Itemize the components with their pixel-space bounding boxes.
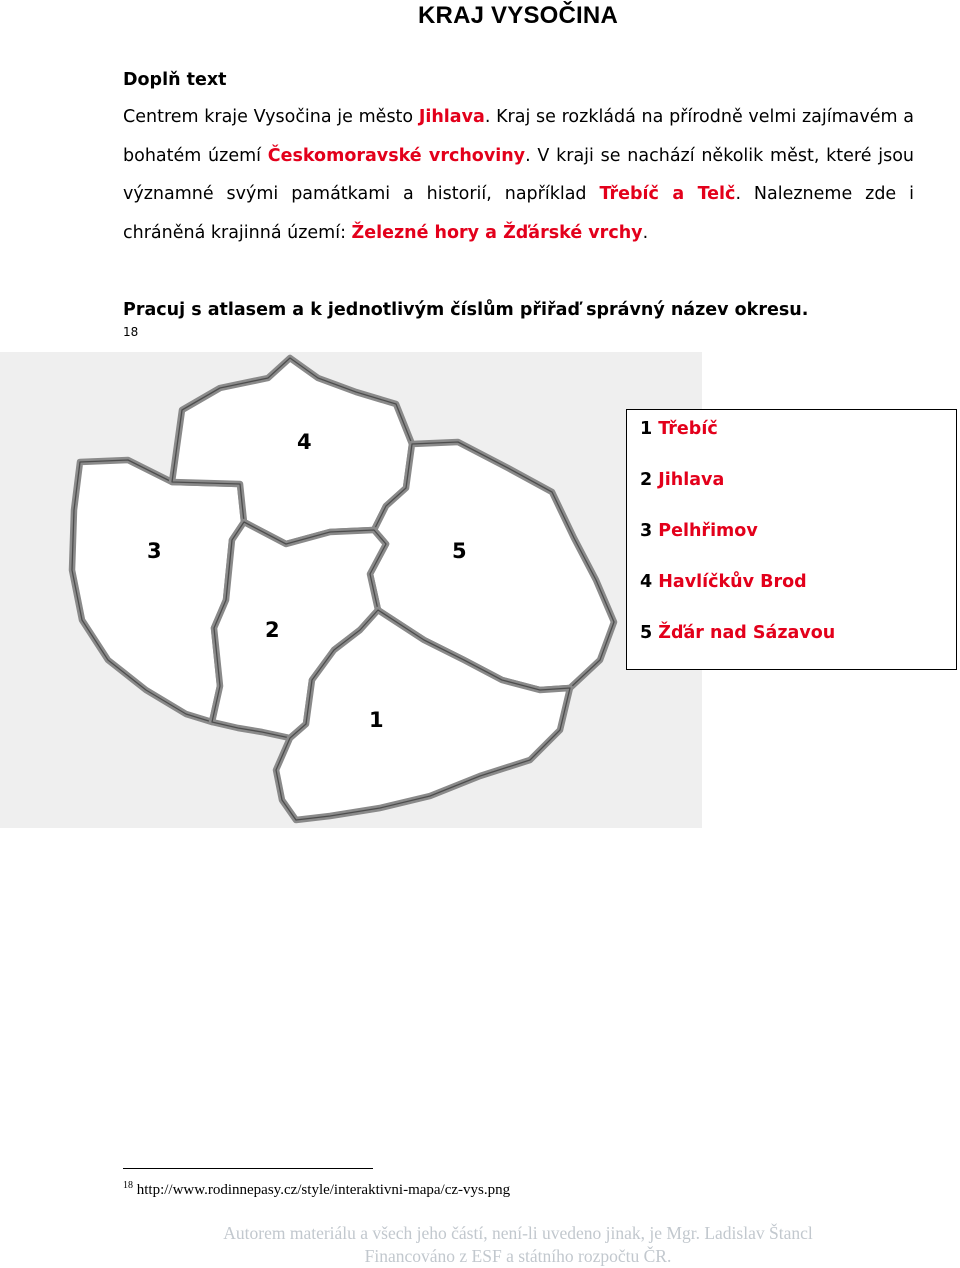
paragraph-text: . Nalezneme zde i chráněná krajinná území: <box>123 184 914 243</box>
footnote-url: http://www.rodinnepasy.cz/style/interaktivni-mapa/cz-vys.png <box>133 1182 511 1198</box>
footer-funding: Financováno z ESF a státního rozpočtu ČR. <box>364 1246 672 1266</box>
legend-number: 2 <box>640 470 653 490</box>
answer-trebic-telc: Třebíč a Telč <box>599 184 736 204</box>
answer-jihlava: Jihlava <box>418 107 485 127</box>
legend-district-name: Třebíč <box>658 419 718 439</box>
section-heading-fill-text: Doplň text <box>123 70 227 90</box>
legend-item-3 <box>640 521 758 541</box>
legend-item-5 <box>640 623 835 643</box>
district-map <box>0 352 702 828</box>
footnote <box>123 1180 510 1199</box>
map-label-5: 5 <box>452 539 467 563</box>
paragraph-text: . Kraj se rozkládá na přírodně velmi zajímavém a bohatém území <box>123 107 914 166</box>
legend-number: 3 <box>640 521 653 541</box>
legend-number: 4 <box>640 572 653 592</box>
footnote-number: 18 <box>123 1180 133 1191</box>
legend-item-1 <box>640 419 718 439</box>
paragraph-text: Centrem kraje Vysočina je město <box>123 107 419 127</box>
map-label-2: 2 <box>265 618 280 642</box>
map-label-3: 3 <box>147 539 162 563</box>
legend-item-4 <box>640 572 807 592</box>
legend-number: 1 <box>640 419 653 439</box>
paragraph-text: . V kraji se nachází několik měst, které jsou významné svými památkami a historií, například <box>123 145 914 204</box>
legend-district-name: Pelhřimov <box>658 521 758 541</box>
legend-number: 5 <box>640 623 653 643</box>
answer-ceskomoravske-vrchoviny: Českomoravské vrchoviny <box>267 145 526 166</box>
paragraph-text: . <box>642 222 649 243</box>
footnote-divider <box>123 1168 373 1169</box>
footer-author: Autorem materiálu a všech jeho částí, není-li uvedeno jinak, je Mgr. Ladislav Štancl <box>223 1223 813 1243</box>
map-label-1: 1 <box>369 708 384 732</box>
legend-district-name: Jihlava <box>658 470 725 490</box>
legend-district-name: Havlíčkův Brod <box>658 572 807 592</box>
footnote-reference: 18 <box>123 325 139 339</box>
legend-item-2 <box>640 470 724 490</box>
fill-text-paragraph <box>123 98 914 252</box>
map-label-4: 4 <box>297 430 312 454</box>
answer-zelezne-hory-zdarske-vrchy: Železné hory a Žďárské vrchy <box>351 222 643 243</box>
legend-district-name: Žďár nad Sázavou <box>658 623 836 643</box>
section-heading-task: Pracuj s atlasem a k jednotlivým číslům přiřaď správný název okresu. <box>123 300 809 320</box>
page-title: KRAJ VYSOČINA <box>418 2 618 29</box>
district-legend <box>626 409 957 670</box>
